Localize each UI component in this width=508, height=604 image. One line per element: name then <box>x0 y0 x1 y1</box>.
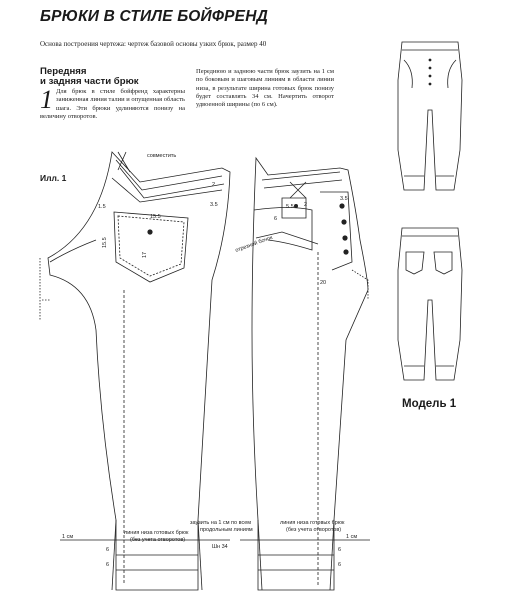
page-title: БРЮКИ В СТИЛЕ БОЙФРЕНД <box>40 8 268 25</box>
label-6-2: 6 <box>106 562 110 568</box>
text-column-left-body: Для брюк в стиле бойфренд характерны заниженная линия талии и опущенная область шага. Эти брюки удлиняются понизу на величину отворотов. <box>40 88 185 120</box>
label-1-5: 1.5 <box>98 204 106 210</box>
label-1cm-right: 1 см <box>346 534 358 540</box>
model-back-pocket-right <box>434 252 452 274</box>
label-15-5-b: 15.5 <box>102 237 108 248</box>
front-button-3 <box>342 235 347 240</box>
model-button-1 <box>429 59 432 62</box>
label-1cm-left: 1 см <box>62 534 74 540</box>
model-label: Модель 1 <box>402 398 457 410</box>
model-button-4 <box>429 83 432 86</box>
front-button-4 <box>343 249 348 254</box>
label-20: 20 <box>320 280 327 286</box>
label-hem-mid-3: Шн 34 <box>212 544 228 550</box>
section-heading-line1: Передняя <box>40 66 87 77</box>
label-hem-left-1: линия низа готовых брюк <box>124 530 189 536</box>
label-sovmestit: совместить <box>147 153 177 159</box>
model-back-pocket-left <box>406 252 424 274</box>
back-crotch-curve <box>50 240 96 262</box>
label-hem-mid-1: заузить на 1 см по всем <box>190 520 252 526</box>
back-pocket-inner <box>118 216 184 276</box>
label-hem-left-2: (без учета отворотов) <box>130 537 186 543</box>
label-otreznoy-bochok: отрезной бочок <box>234 234 274 254</box>
model-button-2 <box>429 67 432 70</box>
label-3-5-b: 3.5 <box>340 196 348 202</box>
section-heading-line2: и задняя части брюк <box>40 76 139 87</box>
back-side-marks <box>40 258 50 320</box>
page-subtitle: Основа построения чертежа: чертеж базовой основы узких брюк, размер 40 <box>40 40 267 48</box>
back-left-hem-narrowing <box>112 520 116 590</box>
label-6-3: 6 <box>338 547 342 553</box>
label-2-b: 2 <box>212 182 216 188</box>
label-5-5: 5.5 <box>286 204 294 210</box>
model-button-3 <box>429 75 432 78</box>
label-15-5-a: 15.5 <box>150 214 161 220</box>
label-6-1: 6 <box>106 547 110 553</box>
label-2-a: 2 <box>304 202 308 208</box>
front-zip-fly <box>320 192 352 270</box>
front-button-2 <box>341 219 346 224</box>
label-hem-right-2: (без учета отворотов) <box>286 527 342 533</box>
fly-buttons <box>147 59 431 255</box>
dropcap: 1 <box>40 85 53 114</box>
back-yoke <box>112 178 222 202</box>
back-pocket-dot <box>147 229 152 234</box>
label-17: 17 <box>142 251 148 258</box>
front-pocket-dot <box>294 204 298 208</box>
label-3-5-a: 3.5 <box>210 202 218 208</box>
text-column-right: Переднюю и заднюю части брюк заузить на 1 см по боковым и шаговым линиям в области линии низа, в результате ширина готовых брюк понизу будет составлять 34 см. Начертить отворот удвоенной ширины (по 6 см). <box>196 68 334 109</box>
model-back-outline <box>398 228 462 380</box>
label-6: 6 <box>274 216 278 222</box>
label-6-4: 6 <box>338 562 342 568</box>
illustration-label: Илл. 1 <box>40 173 67 183</box>
label-hem-mid-2: продольным линиям <box>200 527 253 533</box>
front-button-1 <box>339 203 344 208</box>
label-hem-right-1: линия низа готовых брюк <box>280 520 345 526</box>
back-pocket <box>114 212 188 282</box>
